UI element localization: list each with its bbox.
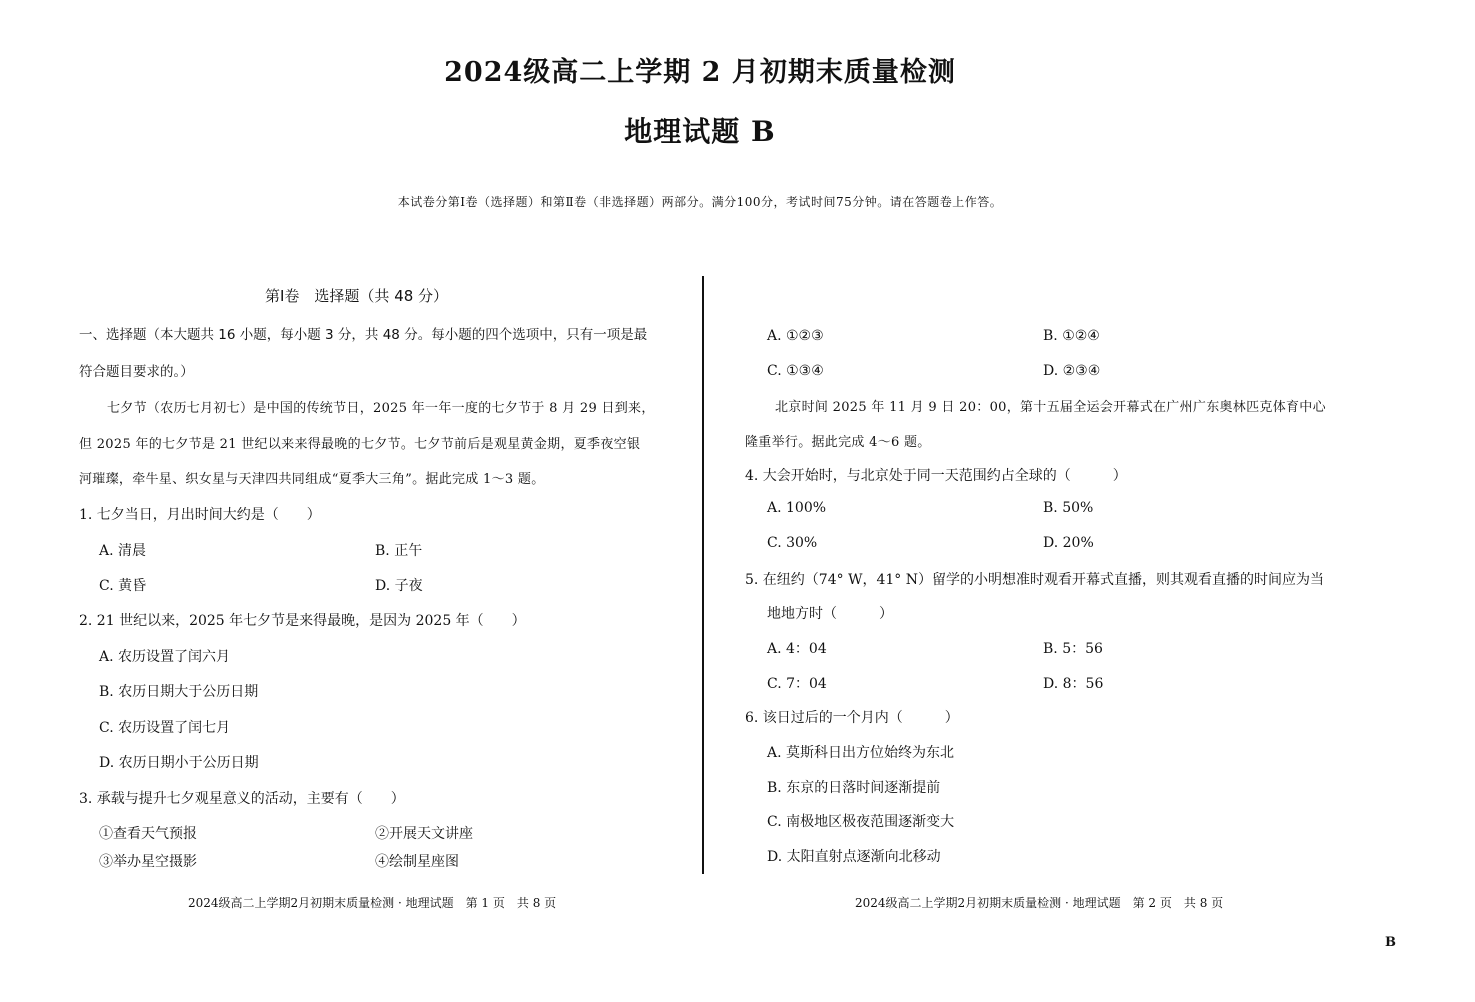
question-5-option-a: A. 4：04 [767,641,827,657]
question-5-stem-line1: 5. 在纽约（74° W，41° N）留学的小明想准时观看开幕式直播，则其观看直播的时间应为当 [745,572,1324,588]
passage-line: 七夕节（农历七月初七）是中国的传统节日，2025 年一年一度的七夕节于 8 月 29 日到来， [107,401,655,416]
question-3-item-1: ①查看天气预报 [99,826,197,842]
question-5-option-b: B. 5：56 [1043,641,1103,657]
passage-line: 但 2025 年的七夕节是 21 世纪以来来得最晚的七夕节。七夕节前后是观星黄金期，夏季夜空银 [79,437,641,452]
column-divider [702,276,704,874]
part-heading-line1: 一、选择题（本大题共 16 小题，每小题 3 分，共 48 分。每小题的四个选项中，只有一项是最 [79,327,648,343]
question-2-option-a: A. 农历设置了闰六月 [99,649,231,665]
question-4-stem: 4. 大会开始时，与北京处于同一天范围约占全球的（ ） [745,468,1127,484]
question-5-option-c: C. 7：04 [767,676,827,692]
question-1-option-a: A. 清晨 [99,543,147,559]
passage-line: 隆重举行。据此完成 4～6 题。 [745,435,931,450]
page-footer-left: 2024级高二上学期2月初期末质量检测 · 地理试题 第 1 页 共 8 页 [188,896,557,910]
question-6-option-a: A. 莫斯科日出方位始终为东北 [767,745,955,761]
question-1-option-c: C. 黄昏 [99,578,147,594]
question-1-stem: 1. 七夕当日，月出时间大约是（ ） [79,507,321,523]
question-3-option-d: D. ②③④ [1043,363,1101,379]
question-2-option-d: D. 农历日期小于公历日期 [99,755,259,771]
exam-instructions: 本试卷分第Ⅰ卷（选择题）和第Ⅱ卷（非选择题）两部分。满分100分，考试时间75分钟。请在答题卷上作答。 [397,195,1003,209]
question-4-option-b: B. 50% [1043,500,1094,516]
question-1-option-b: B. 正午 [375,543,423,559]
question-1-option-d: D. 子夜 [375,578,423,594]
question-4-option-a: A. 100% [767,500,827,516]
question-3-item-4: ④绘制星座图 [375,854,459,870]
question-3-option-c: C. ①③④ [767,363,824,379]
question-6-option-d: D. 太阳直射点逐渐向北移动 [767,849,941,865]
question-6-option-b: B. 东京的日落时间逐渐提前 [767,780,941,796]
passage-line: 河璀璨，牵牛星、织女星与天津四共同组成“夏季大三角”。据此完成 1～3 题。 [79,472,545,487]
exam-title: 2024级高二上学期 2 月初期末质量检测 [444,57,956,88]
question-3-item-2: ②开展天文讲座 [375,826,473,842]
question-6-option-c: C. 南极地区极夜范围逐渐变大 [767,814,955,830]
question-5-stem-line2: 地地方时（ ） [767,606,893,622]
question-4-option-c: C. 30% [767,535,818,551]
page-footer-right: 2024级高二上学期2月初期末质量检测 · 地理试题 第 2 页 共 8 页 [855,896,1224,910]
question-3-stem: 3. 承载与提升七夕观星意义的活动，主要有（ ） [79,791,405,807]
question-6-stem: 6. 该日过后的一个月内（ ） [745,710,959,726]
subject-title: 地理试题 B [624,115,776,148]
version-mark: B [1385,935,1396,950]
part-heading-line2: 符合题目要求的。） [79,364,194,380]
question-5-option-d: D. 8：56 [1043,676,1104,692]
question-3-item-3: ③举办星空摄影 [99,854,197,870]
question-3-option-a: A. ①②③ [767,328,824,344]
question-2-option-b: B. 农历日期大于公历日期 [99,684,259,700]
passage-line: 北京时间 2025 年 11 月 9 日 20：00，第十五届全运会开幕式在广州广东奥林匹克体育中心 [775,400,1326,415]
section-title: 第Ⅰ卷 选择题（共 48 分） [265,287,449,305]
question-2-option-c: C. 农历设置了闰七月 [99,720,231,736]
question-2-stem: 2. 21 世纪以来，2025 年七夕节是来得最晚，是因为 2025 年（ ） [79,613,526,629]
question-3-option-b: B. ①②④ [1043,328,1100,344]
question-4-option-d: D. 20% [1043,535,1094,551]
